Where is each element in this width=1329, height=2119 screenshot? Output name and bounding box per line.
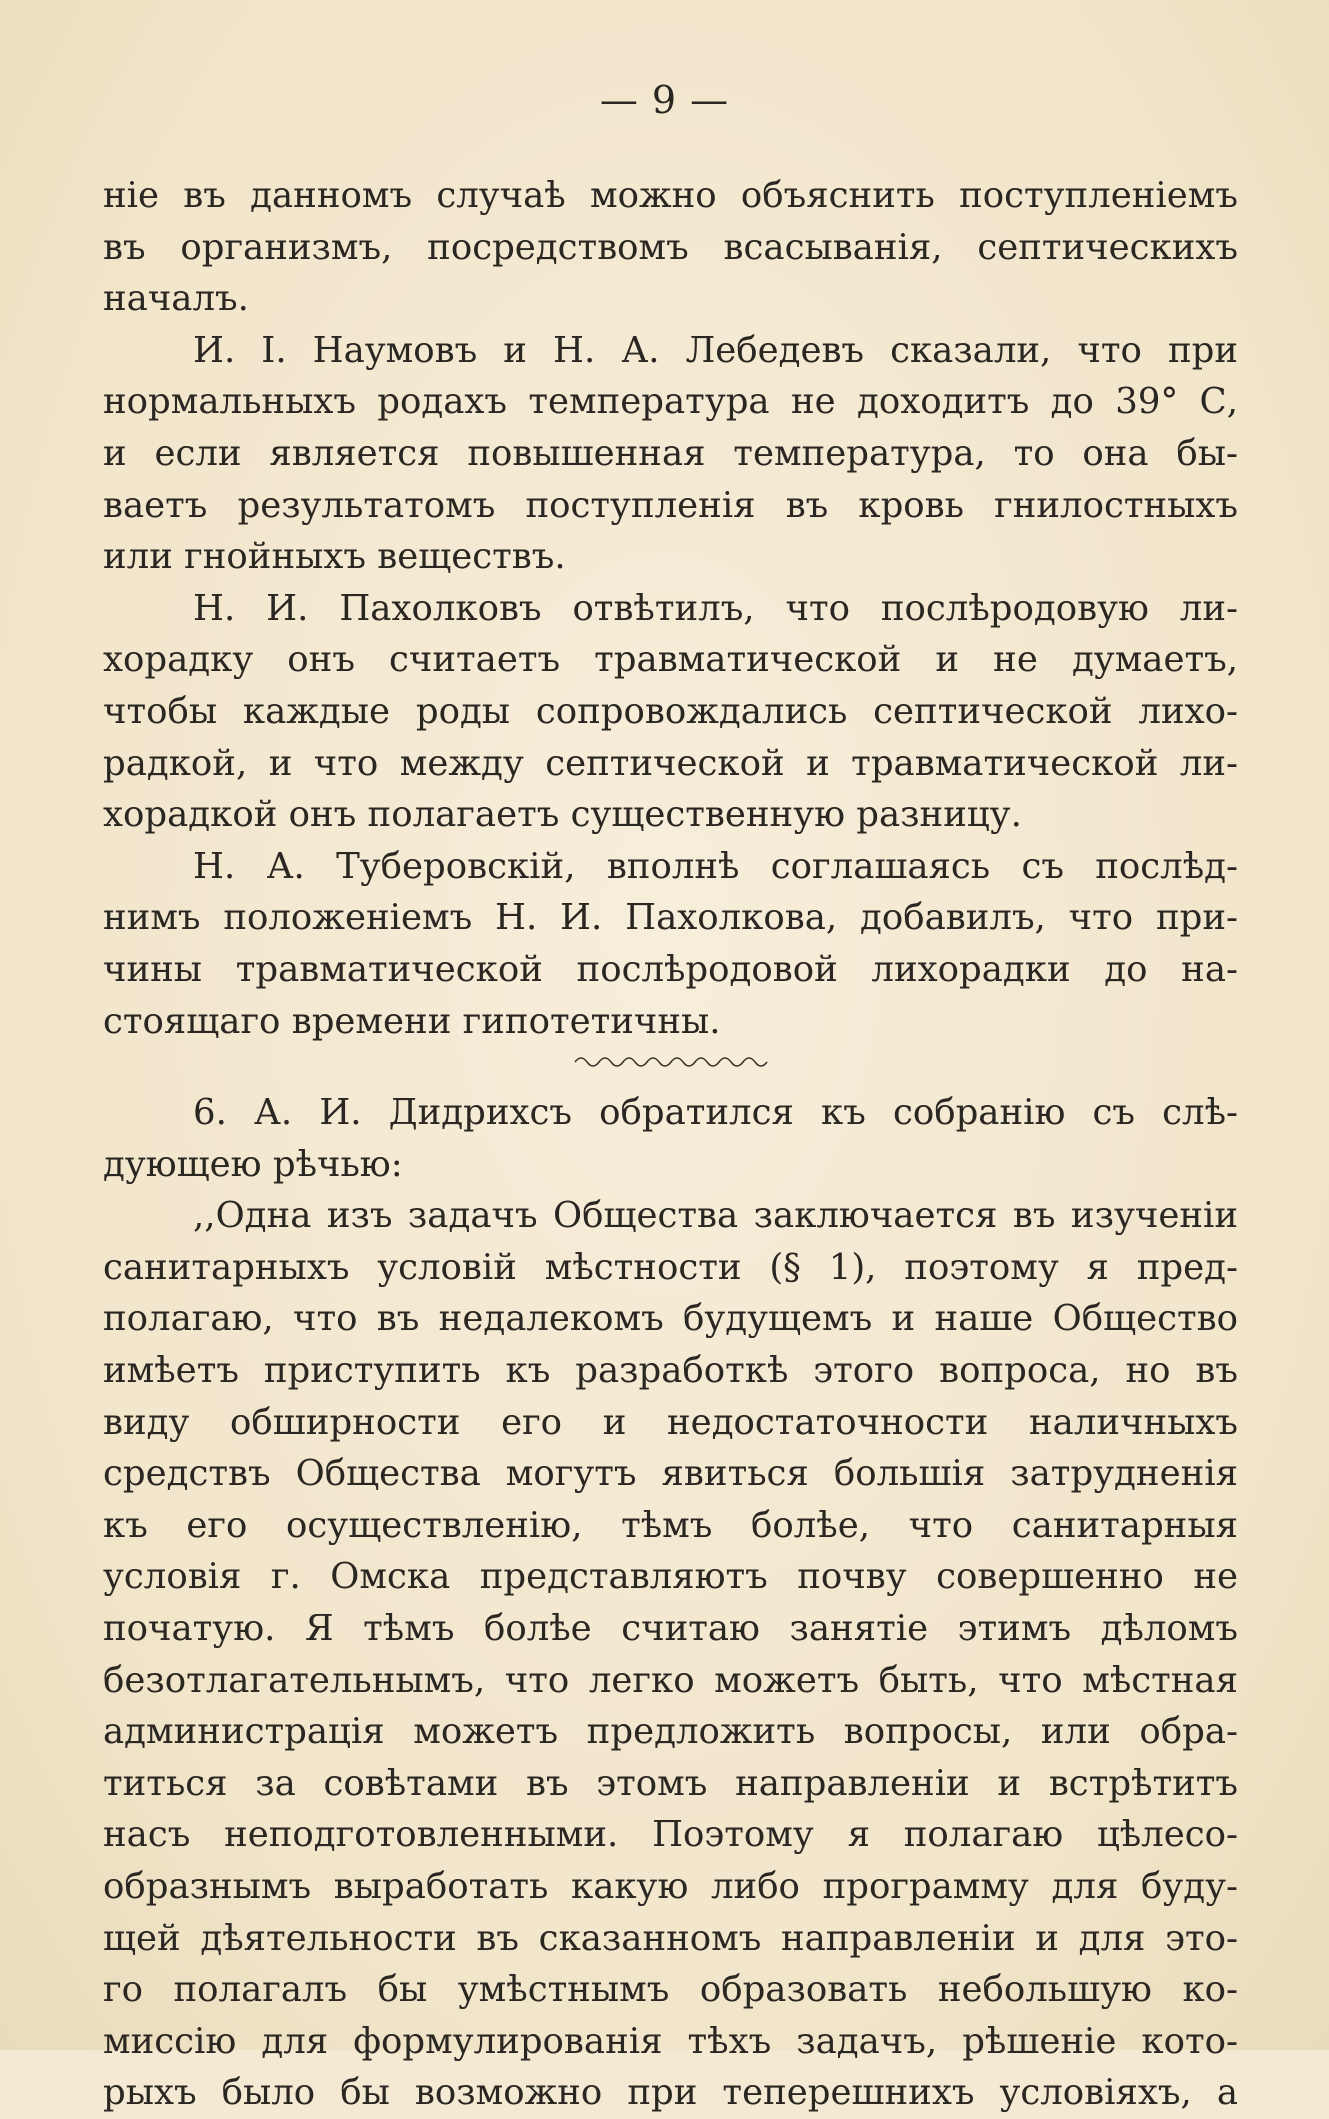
text-line: нормальныхъ родахъ температура не доходитъ до 39° С,	[103, 381, 1238, 423]
text-line: И. І. Наумовъ и Н. А. Лебедевъ сказали, что при	[193, 329, 1238, 371]
text-line: 6. А. И. Дидрихсъ обратился къ собранію съ слѣ-	[193, 1092, 1238, 1134]
wavy-line-ornament	[571, 1047, 771, 1077]
text-line: администрація можетъ предложить вопросы, или обра-	[103, 1711, 1238, 1753]
text-line: виду обширности его и недостаточности наличныхъ	[103, 1401, 1238, 1443]
body-text	[103, 170, 1238, 2119]
text-line: го полагалъ бы умѣстнымъ образовать небольшую ко-	[103, 1969, 1238, 2011]
text-line: хорадкой онъ полагаетъ существенную разницу.	[103, 794, 1022, 836]
text-line: щей дѣятельности въ сказанномъ направленіи и для это-	[103, 1917, 1238, 1959]
text-line: образнымъ выработать какую либо программу для буду-	[103, 1866, 1238, 1907]
text-line: Н. А. Туберовскій, вполнѣ соглашаясь съ послѣд-	[193, 845, 1238, 887]
text-line: Н. И. Пахолковъ отвѣтилъ, что послѣродовую ли-	[193, 587, 1238, 629]
text-line: и если является повышенная температура, то она бы-	[103, 432, 1238, 474]
text-line: рыхъ было бы возможно при теперешнихъ условіяхъ, а	[103, 2072, 1238, 2114]
text-line: насъ неподготовленными. Поэтому я полагаю цѣлесо-	[103, 1814, 1238, 1856]
text-line: полагаю, что въ недалекомъ будущемъ и наше Общество	[103, 1298, 1238, 1340]
text-line: началъ.	[103, 278, 249, 320]
text-line: безотлагательнымъ, что легко можетъ быть, что мѣстная	[103, 1659, 1238, 1701]
text-line: или гнойныхъ веществъ.	[103, 536, 566, 578]
text-line: дующею рѣчью:	[103, 1143, 403, 1185]
text-line: ніе въ данномъ случаѣ можно объяснить поступленіемъ	[103, 175, 1238, 216]
text-line: миссію для формулированія тѣхъ задачъ, рѣшеніе кото-	[103, 2020, 1238, 2062]
text-line: нимъ положеніемъ Н. И. Пахолкова, добавилъ, что при-	[103, 897, 1238, 939]
text-line: радкой, и что между септической и травматической ли-	[103, 742, 1238, 784]
text-line: ,,Одна изъ задачъ Общества заключается въ изученіи	[193, 1195, 1238, 1237]
text-line: початую. Я тѣмъ болѣе считаю занятіе этимъ дѣломъ	[103, 1608, 1238, 1650]
text-line: хорадку онъ считаетъ травматической и не думаетъ,	[103, 639, 1238, 681]
text-line: условія г. Омска представляютъ почву совершенно не	[103, 1556, 1238, 1598]
text-line: чтобы каждые роды сопровождались септической лихо-	[103, 690, 1238, 732]
page-number: — 9 —	[599, 78, 730, 122]
text-line: въ организмъ, посредствомъ всасыванія, септическихъ	[103, 226, 1238, 268]
text-line: средствъ Общества могутъ явиться большія затрудненія	[103, 1453, 1238, 1495]
text-line: стоящаго времени гипотетичны.	[103, 1000, 721, 1042]
text-line: ваетъ результатомъ поступленія въ кровь гнилостныхъ	[103, 484, 1238, 526]
text-line: имѣетъ приступить къ разработкѣ этого вопроса, но въ	[103, 1350, 1238, 1392]
text-line: титься за совѣтами въ этомъ направленіи и встрѣтитъ	[103, 1762, 1238, 1804]
text-line: санитарныхъ условій мѣстности (§ 1), поэтому я пред-	[103, 1246, 1238, 1288]
section-divider-ornament	[103, 1047, 1238, 1087]
text-line: къ его осуществленію, тѣмъ болѣе, что санитарныя	[103, 1504, 1238, 1546]
text-line: чины травматической послѣродовой лихорадки до на-	[103, 948, 1238, 990]
